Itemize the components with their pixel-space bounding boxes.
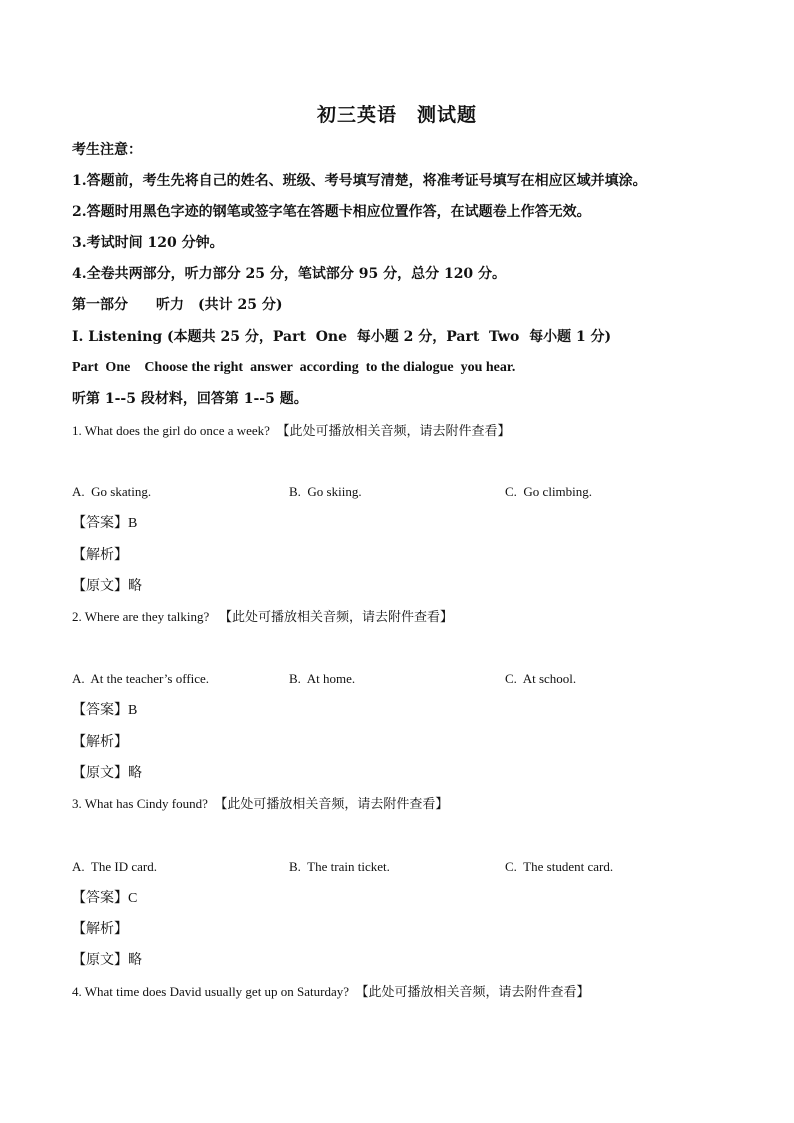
notice-item-4: 4.全卷共两部分，听力部分 25 分，笔试部分 95 分，总分 120 分。 (72, 266, 507, 282)
original-label: 【原文】 (72, 765, 128, 781)
question-1-analysis: 【解析】 (72, 547, 128, 563)
audio-note: 【此处可播放相关音频，请去附件查看】 (276, 424, 511, 439)
question-1-option-b: B. Go skiing. (289, 484, 362, 499)
listening-instruction: 听第 1--5 段材料，回答第 1--5 题。 (72, 391, 308, 407)
question-2-answer (72, 700, 137, 721)
original-value: 略 (128, 952, 142, 968)
answer-label: 【答案】 (72, 515, 128, 531)
question-2-option-b: B. At home. (289, 671, 356, 686)
question-1-stem (72, 421, 510, 442)
answer-value: B (128, 703, 138, 718)
question-3-stem (72, 794, 448, 815)
part-one-heading: Part One Choose the right answer according to the dialogue you hear. (72, 360, 516, 375)
audio-note: 【此处可播放相关音频，请去附件查看】 (219, 610, 454, 625)
notice-item-2: 2.答题时用黑色字迹的钢笔或签字笔在答题卡相应位置作答，在试题卷上作答无效。 (72, 204, 591, 220)
notice-heading: 考生注意： (72, 142, 142, 158)
question-2-option-c: C. At school. (505, 671, 577, 686)
audio-note: 【此处可播放相关音频，请去附件查看】 (214, 797, 449, 812)
question-3-option-a: A. The ID card. (72, 859, 157, 874)
question-3-option-c: C. The student card. (505, 859, 614, 874)
question-2-option-a: A. At the teacher’s office. (72, 671, 210, 686)
question-3-option-b: B. The train ticket. (289, 859, 390, 874)
question-2-original (72, 763, 142, 783)
page-title: 初三英语 测试题 (316, 104, 477, 126)
question-3-original (72, 950, 142, 970)
question-3-answer (72, 888, 137, 909)
original-value: 略 (128, 578, 142, 594)
answer-label: 【答案】 (72, 702, 128, 718)
part-heading: 第一部分 听力 (共计 25 分) (72, 297, 283, 313)
section-heading: Ⅰ. Listening (本题共 25 分，Part One 每小题 2 分，Part Two 每小题 1 分) (72, 329, 612, 345)
notice-item-3: 3.考试时间 120 分钟。 (72, 235, 224, 251)
question-1-text: 1. What does the girl do once a week? (72, 423, 277, 438)
question-1-option-c: C. Go climbing. (505, 484, 593, 499)
question-4-stem (72, 982, 590, 1003)
original-label: 【原文】 (72, 952, 128, 968)
question-1-option-a: A. Go skating. (72, 484, 152, 499)
original-value: 略 (128, 765, 142, 781)
answer-value: C (128, 891, 138, 906)
audio-note: 【此处可播放相关音频，请去附件查看】 (355, 985, 590, 1000)
answer-value: B (128, 516, 138, 531)
notice-item-1: 1.答题前，考生先将自己的姓名、班级、考号填写清楚，将准考证号填写在相应区域并填涂。 (72, 173, 647, 189)
question-2-text: 2. Where are they talking? (72, 609, 220, 624)
answer-label: 【答案】 (72, 890, 128, 906)
question-2-stem (72, 607, 453, 628)
question-3-text: 3. What has Cindy found? (72, 796, 215, 811)
question-1-original (72, 576, 142, 596)
original-label: 【原文】 (72, 578, 128, 594)
question-1-answer (72, 513, 137, 534)
question-4-text: 4. What time does David usually get up on Saturday? (72, 984, 356, 999)
question-3-analysis: 【解析】 (72, 921, 128, 937)
question-2-analysis: 【解析】 (72, 734, 128, 750)
